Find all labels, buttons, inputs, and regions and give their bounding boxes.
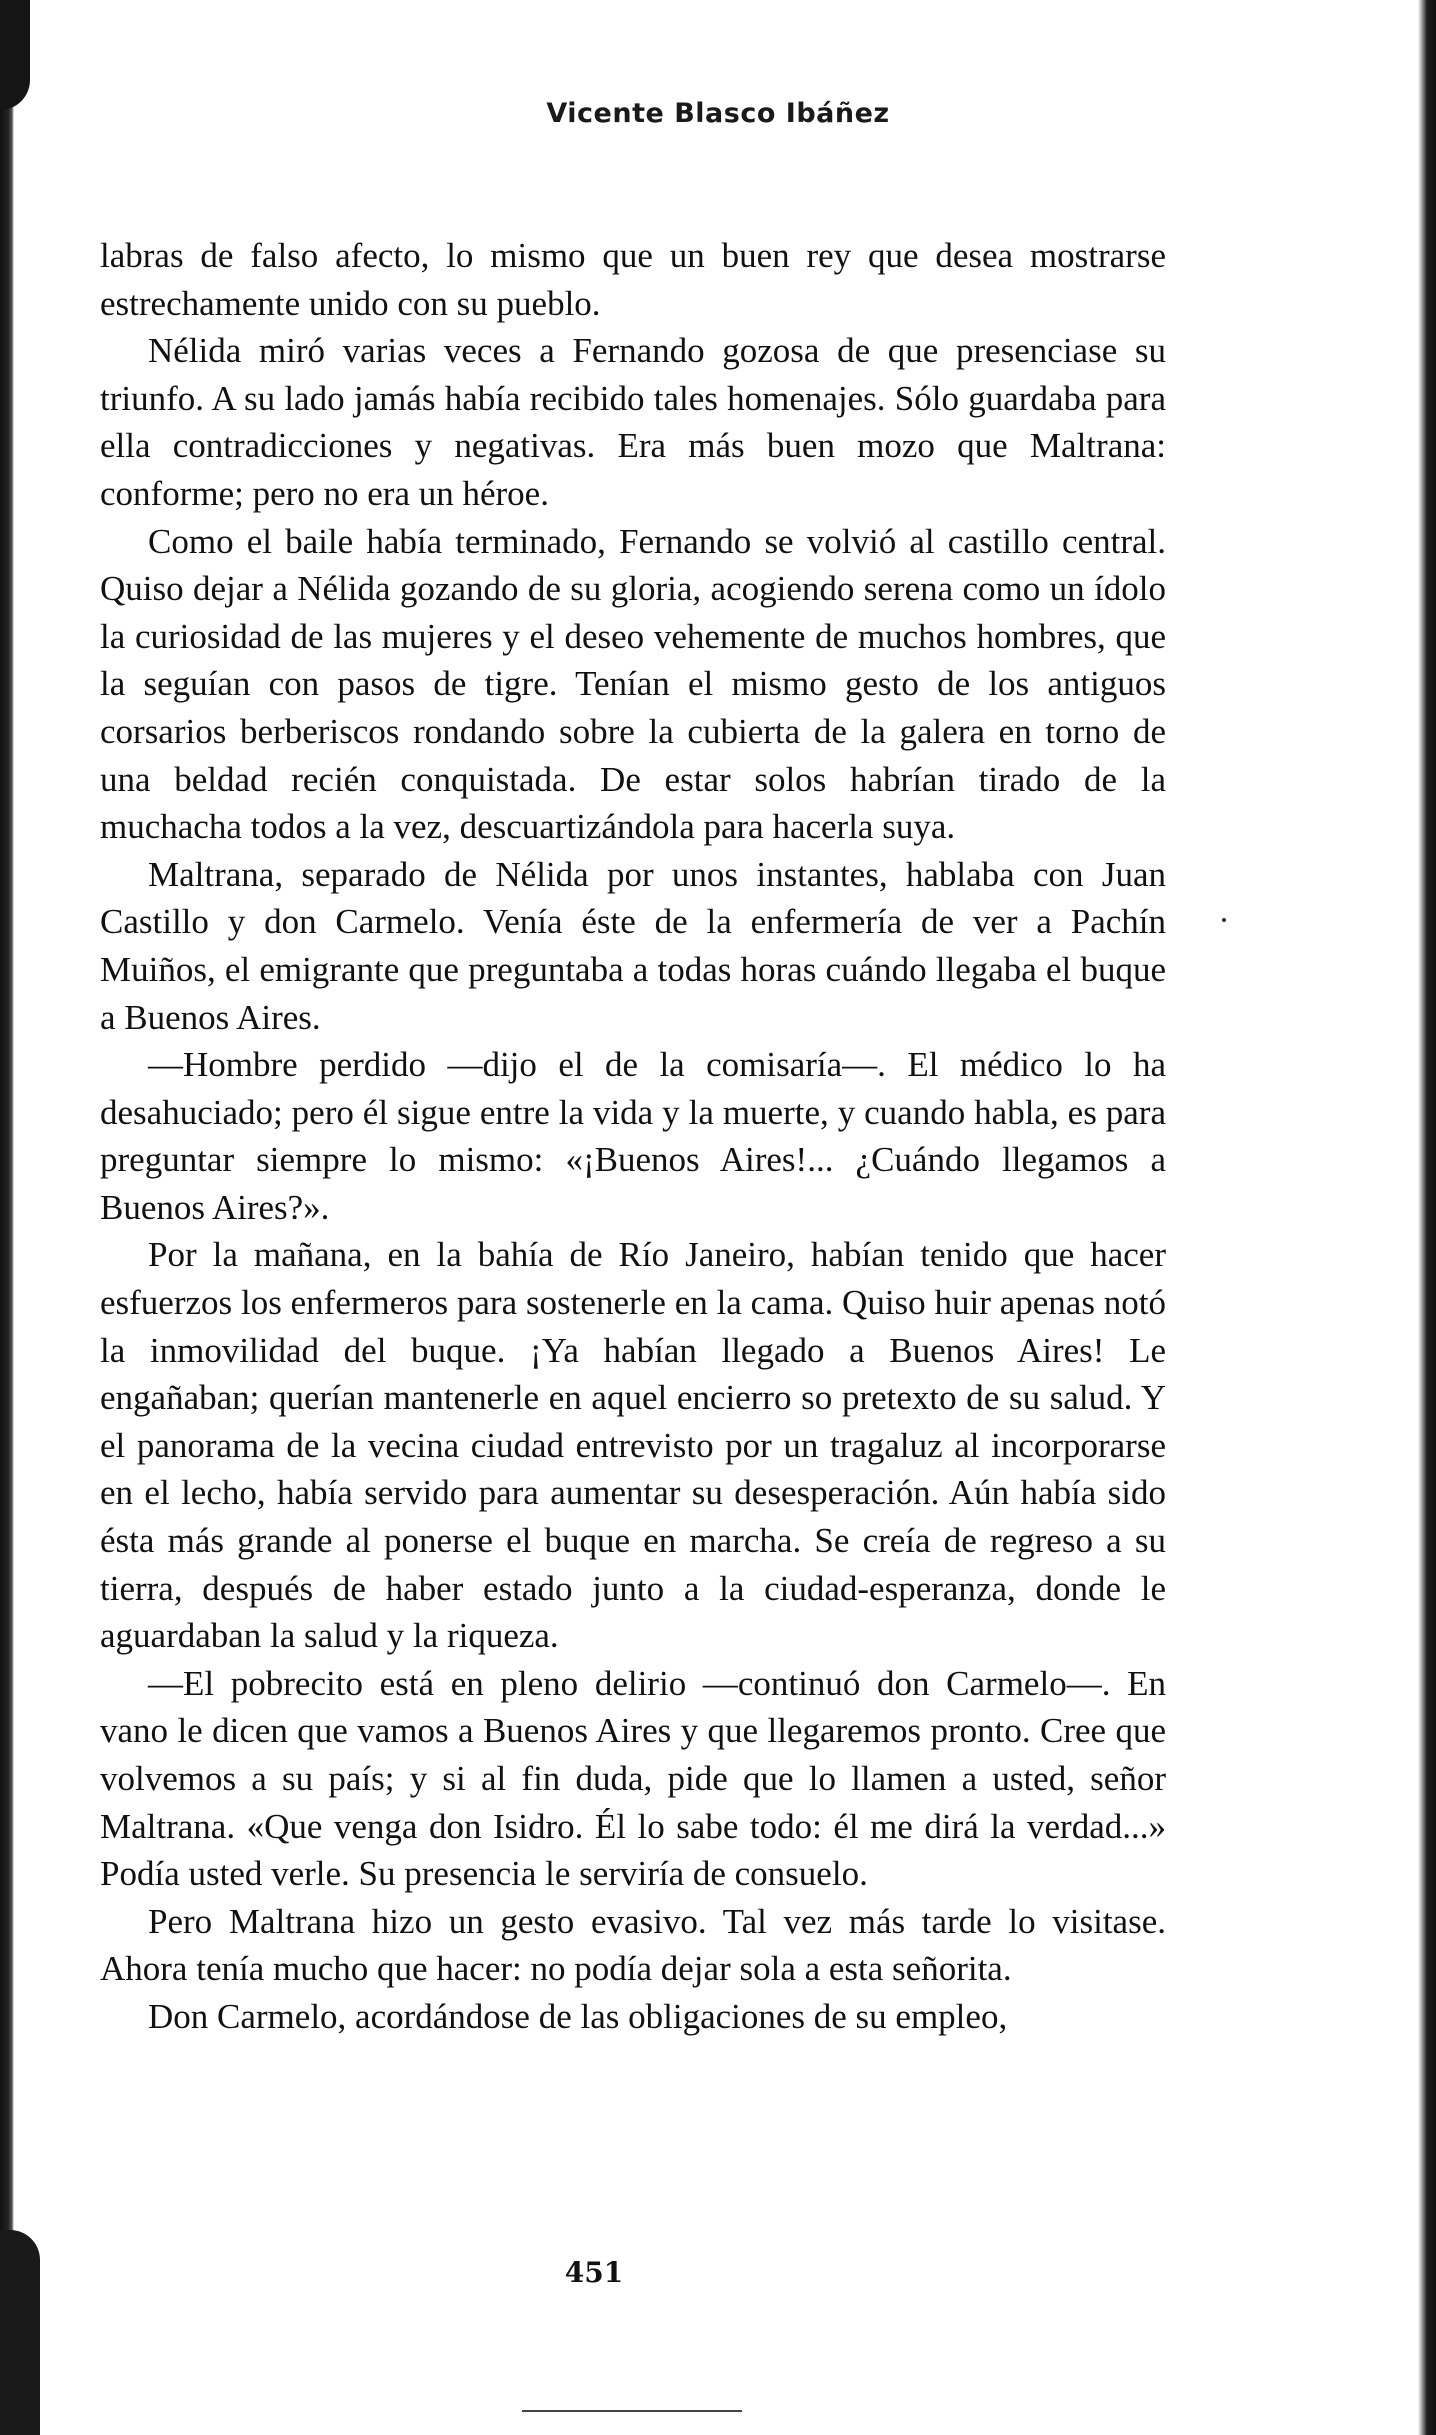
paragraph: —Hombre perdido —dijo el de la comisaría—. El médico lo ha desahuciado; pero él sigue entre la vida y la muerte, y cuando habla, es para preguntar siempre lo mismo: «¡Buenos Aires!... ¿Cuándo llegamos a Buenos Aires?». [100,1045,1166,1227]
paragraph: Maltrana, separado de Nélida por unos instantes, hablaba con Juan Castillo y don Carmelo. Venía éste de la enfermería de ver a Pachín Muiños, el emigrante que preguntaba a todas horas cuándo llegaba el buque a Buenos Aires. [100,854,1166,1037]
running-header-author: Vicente Blasco Ibáñez [546,98,890,129]
paragraph: Nélida miró varias veces a Fernando gozosa de que presenciase su triunfo. A su lado jamás había recibido tales homenajes. Sólo guardaba para ella contradicciones y negativas. Era más buen mozo que Maltrana: conforme; pero no era un héroe. [100,331,1166,513]
body-text [100,232,1166,2041]
scan-speck [1222,918,1226,922]
scan-edge-left [0,0,14,2435]
bottom-rule [522,2410,742,2412]
scan-edge-right [1418,0,1436,2435]
paragraph: Don Carmelo, acordándose de las obligaciones de su empleo, [148,1996,1008,2036]
paragraph: Pero Maltrana hizo un gesto evasivo. Tal vez más tarde lo visitase. Ahora tenía mucho que hacer: no podía dejar sola a esta señorita. [100,1901,1166,1989]
paragraph: Por la mañana, en la bahía de Río Janeiro, habían tenido que hacer esfuerzos los enfermeros para sostenerle en la cama. Quiso huir apenas notó la inmovilidad del buque. ¡Ya habían llegado a Buenos Aires! Le engañaban; querían mantenerle en aquel encierro so pretexto de su salud. Y el panorama de la vecina ciudad entrevisto por un tragaluz al incorporarse en el lecho, había servido para aumentar su desesperación. Aún había sido ésta más grande al ponerse el buque en marcha. Se creía de regreso a su tierra, después de haber estado junto a la ciudad-esperanza, donde le aguardaban la salud y la riqueza. [100,1235,1166,1656]
scan-shadow-top-left [0,0,30,110]
page-number: 451 [564,2256,624,2289]
paragraph: labras de falso afecto, lo mismo que un buen rey que desea mostrarse estrechamente unido con su pueblo. [100,236,1166,323]
paragraph: —El pobrecito está en pleno delirio —continuó don Carmelo—. En vano le dicen que vamos a Buenos Aires y que llegaremos pronto. Cree que volvemos a su país; y si al fin duda, pide que lo llamen a usted, señor Maltrana. «Que venga don Isidro. Él lo sabe todo: él me dirá la verdad...» Podía usted verle. Su presencia le serviría de consuelo. [100,1663,1166,1894]
paragraph: Como el baile había terminado, Fernando se volvió al castillo central. Quiso dejar a Nélida gozando de su gloria, acogiendo serena como un ídolo la curiosidad de las mujeres y el deseo vehemente de muchos hombres, que la seguían con pasos de tigre. Tenían el mismo gesto de los antiguos corsarios berberiscos rondando sobre la cubierta de la galera en torno de una beldad recién conquistada. De estar solos habrían tirado de la muchacha todos a la vez, descuartizándola para hacerla suya. [100,521,1166,847]
